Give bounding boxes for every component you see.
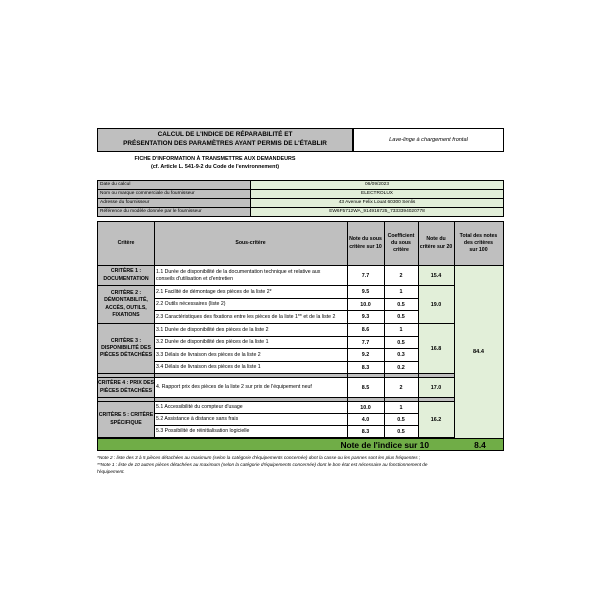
note-2-1: 9.5 [347, 286, 384, 299]
header-total [454, 222, 503, 266]
fiche-heading [120, 156, 310, 171]
header-coef-l1: Coefficient [387, 232, 415, 239]
info-value: 43 Avenue Felix Louat 60300 Senlis [251, 199, 503, 207]
subcriterion-3-4: 3.4 Délais de livraison des pièces de la liste 1 [154, 362, 347, 374]
info-value: ELECTROLUX [251, 190, 503, 198]
subcriterion-5-2: 5.2 Assistance à distance sans frais [154, 414, 347, 426]
subcriterion-label: 1.1 Durée de disponibilité de la documentation technique et relative aux [156, 268, 321, 275]
header-total-l1: Total des notes [459, 232, 498, 239]
criterion-1 [98, 266, 154, 286]
coef-2-2: 0.5 [384, 299, 418, 311]
footnote-2: **Note 1 : liste de 10 autres pièces détachées au maximum (selon la catégorie d'équipements concernée) dont le bon état est nécessaire au fonctionnement de [97, 461, 428, 467]
header-subcriterion [154, 222, 347, 266]
coef-5-2: 0.5 [384, 414, 418, 426]
note-3-1: 8.6 [347, 324, 384, 337]
grid-line [384, 222, 385, 438]
criterion-4-note: 17.0 [418, 378, 454, 398]
final-index-bar [97, 438, 504, 451]
info-label: Adresse du fournisseur [98, 199, 251, 207]
header-criterion [98, 222, 154, 266]
grid-line [347, 222, 348, 438]
info-label: Nom ou marque commerciale du fournisseur [98, 190, 251, 198]
criterion-2-l1: CRITÈRE 2 : [110, 290, 142, 297]
document-title [97, 128, 353, 152]
header-coefficient [384, 222, 418, 266]
header-note-crit-l2: critère sur 20 [419, 243, 453, 250]
header-total-l2: des critères [463, 239, 494, 246]
subcriterion-4: 4. Rapport prix des pièces de la liste 2 sur prix de l'équipement neuf [154, 378, 347, 398]
coef-4: 2 [384, 378, 418, 398]
header-coef-l2: du sous [391, 239, 411, 246]
note-5-3: 8.3 [347, 426, 384, 438]
total-score: 84.4 [454, 266, 503, 438]
criterion-3-l1: CRITÈRE 3 : [110, 337, 142, 344]
note-2-3: 9.3 [347, 311, 384, 324]
coef-2-3: 0.5 [384, 311, 418, 324]
criterion-2-l2: DÉMONTABILITÉ, [104, 297, 148, 304]
final-index-value: 8.4 [474, 439, 486, 450]
coef-5-3: 0.5 [384, 426, 418, 438]
product-type-label: Lave-linge à chargement frontal [389, 137, 468, 143]
subcriterion-1-1 [154, 266, 347, 286]
footnote-2-cont: l'équipement. [97, 468, 125, 474]
subcriterion-2-2: 2.2 Outils nécessaires (liste 2) [154, 299, 347, 311]
info-row-date [97, 180, 504, 189]
title-line-2: PRÉSENTATION DES PARAMÈTRES AYANT PERMIS DE L'ÉTABLIR [123, 140, 327, 147]
fiche-line-2: (cf. Article L. 541-9-2 du Code de l'environnement) [150, 163, 280, 170]
criterion-1-l1: CRITÈRE 1 : [110, 268, 142, 275]
criterion-4-l2: PIÈCES DÉTACHÉES [99, 387, 153, 394]
coef-3-2: 0.5 [384, 337, 418, 349]
note-2-2: 10.0 [347, 299, 384, 311]
info-row-brand [97, 189, 504, 198]
criterion-2 [98, 286, 154, 324]
note-5-2: 4.0 [347, 414, 384, 426]
score-table [97, 221, 504, 451]
criterion-5-l2: SPÉCIFIQUE [110, 419, 142, 426]
note-4: 8.5 [347, 378, 384, 398]
note-5-1: 10.0 [347, 402, 384, 414]
criterion-3-l3: PIÈCES DÉTACHÉES [99, 352, 153, 358]
criterion-4-l1: CRITÈRE 4 : PRIX DES [98, 380, 154, 387]
subcriterion-5-3: 5.3 Possibilité de réinitialisation logicielle [154, 426, 347, 438]
coef-3-4: 0.2 [384, 362, 418, 374]
criterion-1-note: 15.4 [418, 266, 454, 286]
criterion-2-l3: ACCÈS, OUTILS, [105, 304, 147, 311]
criterion-3-note: 16.8 [418, 324, 454, 374]
criterion-5 [98, 402, 154, 438]
coef-5-1: 1 [384, 402, 418, 414]
grid-line [418, 222, 419, 438]
header-note-sub [347, 222, 384, 266]
criterion-1-l2: DOCUMENTATION [103, 275, 149, 282]
note-3-3: 9.2 [347, 349, 384, 362]
subcriterion-label-cont: conseils d'utilisation et d'entretien [156, 275, 233, 282]
title-line-1: CALCUL DE L'INDICE DE RÉPARABILITÉ ET [157, 131, 293, 139]
criterion-2-note: 19.0 [418, 286, 454, 324]
info-row-address [97, 198, 504, 207]
info-value: 06/09/2023 [251, 181, 503, 189]
supplier-info-table [97, 180, 504, 217]
info-label: Référence du modèle donnée par le fournisseur [98, 208, 251, 216]
final-index-label: Note de l'indice sur 10 [340, 439, 429, 450]
info-label: Date du calcul [98, 181, 251, 189]
note-3-4: 8.3 [347, 362, 384, 374]
header-total-l3: sur 100 [469, 247, 488, 253]
criterion-5-l1: CRITÈRE 5 : CRITÈRE [98, 412, 154, 419]
header-note-crit [418, 222, 454, 266]
subcriterion-5-1: 5.1 Accessibilité du compteur d'usage [154, 402, 347, 414]
criterion-5-note: 16.2 [418, 402, 454, 438]
info-row-reference [97, 207, 504, 217]
subcriterion-3-2: 3.2 Durée de disponibilité des pièces de la liste 1 [154, 337, 347, 349]
coef-2-1: 1 [384, 286, 418, 299]
grid-line [154, 222, 155, 438]
coef-1-1: 2 [384, 266, 418, 286]
coef-3-3: 0.3 [384, 349, 418, 362]
product-type [353, 128, 504, 152]
footnotes [97, 455, 507, 475]
footnote-1: *Note 2 : liste des 3 à 5 pièces détachées au maximum (selon la catégorie d'équipements concernée) dont la casse ou les pannes sont les plus fréquentes ; [97, 455, 421, 460]
criterion-4 [98, 378, 154, 398]
subcriterion-3-3: 3.3 Délais de livraison des pièces de la liste 2 [154, 349, 347, 362]
criterion-3 [98, 324, 154, 374]
subcriterion-3-1: 3.1 Durée de disponibilité des pièces de la liste 2 [154, 324, 347, 337]
info-value: EW6F5712WA_914916725_7333394020778 [251, 208, 503, 216]
subcriterion-2-1: 2.1 Facilité de démontage des pièces de la liste 2* [154, 286, 347, 299]
header-note-sub-l2: critère sur 10 [349, 243, 382, 250]
note-1-1: 7.7 [347, 266, 384, 286]
header-subcriterion-label: Sous-critère [235, 239, 266, 246]
header-criterion-label: Critère [117, 239, 135, 246]
header-note-crit-l1: Note du [426, 236, 446, 243]
fiche-line-1: FICHE D'INFORMATION À TRANSMETTRE AUX DEMANDEURS [134, 156, 296, 162]
coef-3-1: 1 [384, 324, 418, 337]
header-note-sub-l1: Note du sous [349, 236, 382, 243]
grid-line [454, 222, 455, 438]
criterion-3-l2: DISPONIBILITÉ DES [101, 344, 151, 351]
note-3-2: 7.7 [347, 337, 384, 349]
criterion-2-l4: FIXATIONS [112, 311, 140, 318]
subcriterion-2-3: 2.3 Caractéristiques des fixations entre les pièces de la liste 1** et de la liste 2 [154, 311, 347, 324]
header-coef-l3: critère [393, 247, 409, 253]
